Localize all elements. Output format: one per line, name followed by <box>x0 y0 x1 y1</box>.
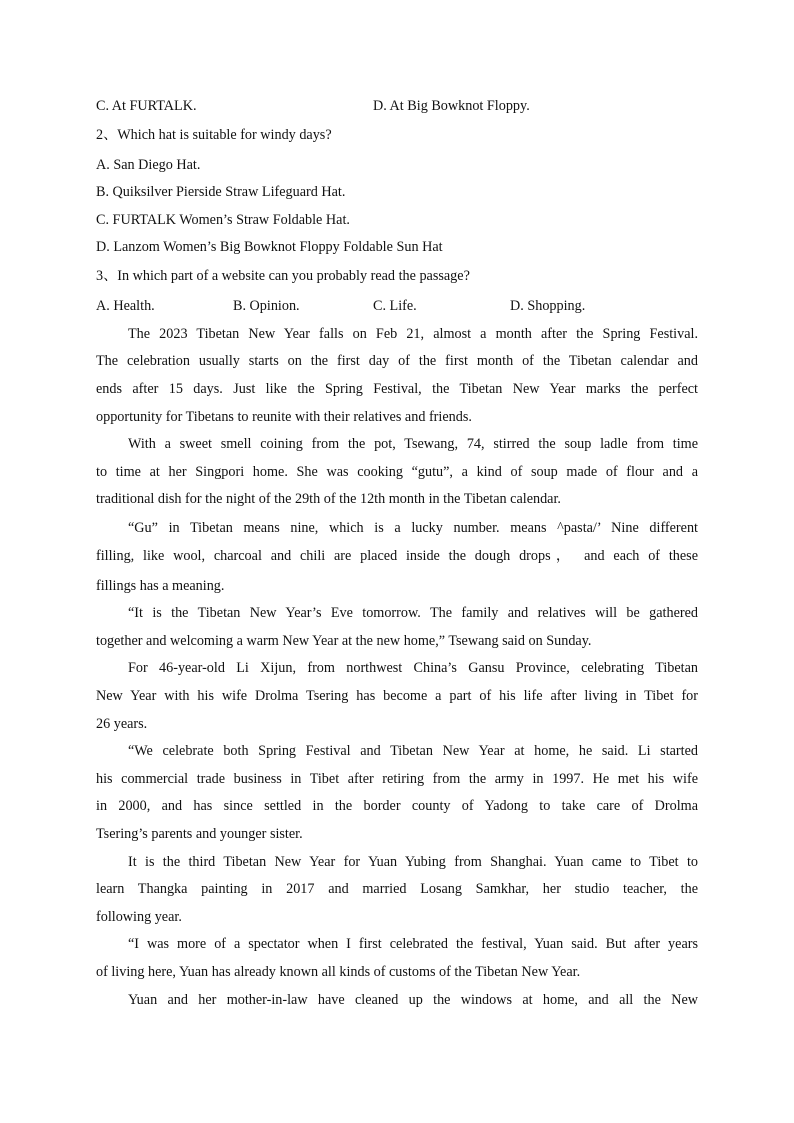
passage-line: Tsering’s parents and younger sister. <box>96 826 303 842</box>
passage-line: filling, like wool, charcoal and chili are placed inside the dough drops， and each of these <box>96 548 698 564</box>
passage-line: opportunity for Tibetans to reunite with their relatives and friends. <box>96 409 472 425</box>
q2-option-b: B. Quiksilver Pierside Straw Lifeguard Hat. <box>96 184 346 200</box>
passage-line: “We celebrate both Spring Festival and Tibetan New Year at home, he said. Li started <box>128 743 698 759</box>
passage-line: together and welcoming a warm New Year at the new home,” Tsewang said on Sunday. <box>96 633 592 649</box>
q2-option-a: A. San Diego Hat. <box>96 157 201 173</box>
passage-line: fillings has a meaning. <box>96 578 225 594</box>
passage-line: ends after 15 days. Just like the Spring Festival, the Tibetan New Year marks the perfect <box>96 381 698 397</box>
passage-line: his commercial trade business in Tibet after retiring from the army in 1997. He met his wife <box>96 771 698 787</box>
passage-line: The celebration usually starts on the first day of the first month of the Tibetan calendar and <box>96 353 698 369</box>
q3-question: 3、In which part of a website can you probably read the passage? <box>96 268 470 284</box>
q1-option-d: D. At Big Bowknot Floppy. <box>373 98 530 114</box>
passage-line: traditional dish for the night of the 29th of the 12th month in the Tibetan calendar. <box>96 491 561 507</box>
passage-line: The 2023 Tibetan New Year falls on Feb 21, almost a month after the Spring Festival. <box>128 326 698 342</box>
q3-option-c: C. Life. <box>373 298 417 314</box>
q3-option-b: B. Opinion. <box>233 298 300 314</box>
passage-line: It is the third Tibetan New Year for Yuan Yubing from Shanghai. Yuan came to Tibet to <box>128 854 698 870</box>
passage-line: “I was more of a spectator when I first celebrated the festival, Yuan said. But after years <box>128 936 698 952</box>
q2-option-c: C. FURTALK Women’s Straw Foldable Hat. <box>96 212 350 228</box>
passage-line: following year. <box>96 909 182 925</box>
passage-line: “It is the Tibetan New Year’s Eve tomorrow. The family and relatives will be gathered <box>128 605 698 621</box>
passage-line: For 46-year-old Li Xijun, from northwest China’s Gansu Province, celebrating Tibetan <box>128 660 698 676</box>
q2-option-d: D. Lanzom Women’s Big Bowknot Floppy Foldable Sun Hat <box>96 239 443 255</box>
passage-line: to time at her Singpori home. She was cooking “gutu”, a kind of soup made of flour and a <box>96 464 698 480</box>
passage-line: With a sweet smell coining from the pot, Tsewang, 74, stirred the soup ladle from time <box>128 436 698 452</box>
passage-line: New Year with his wife Drolma Tsering has become a part of his life after living in Tibet for <box>96 688 698 704</box>
q3-option-d: D. Shopping. <box>510 298 586 314</box>
passage-line: of living here, Yuan has already known all kinds of customs of the Tibetan New Year. <box>96 964 581 980</box>
passage-line: “Gu” in Tibetan means nine, which is a lucky number. means ^pasta/’ Nine different <box>128 520 698 536</box>
passage-line: Yuan and her mother-in-law have cleaned up the windows at home, and all the New <box>128 992 698 1008</box>
q3-option-a: A. Health. <box>96 298 155 314</box>
passage-line: in 2000, and has since settled in the border county of Yadong to take care of Drolma <box>96 798 698 814</box>
q2-question: 2、Which hat is suitable for windy days? <box>96 127 332 143</box>
q1-option-c: C. At FURTALK. <box>96 98 197 114</box>
passage-line: learn Thangka painting in 2017 and married Losang Samkhar, her studio teacher, the <box>96 881 698 897</box>
passage-line: 26 years. <box>96 716 148 732</box>
